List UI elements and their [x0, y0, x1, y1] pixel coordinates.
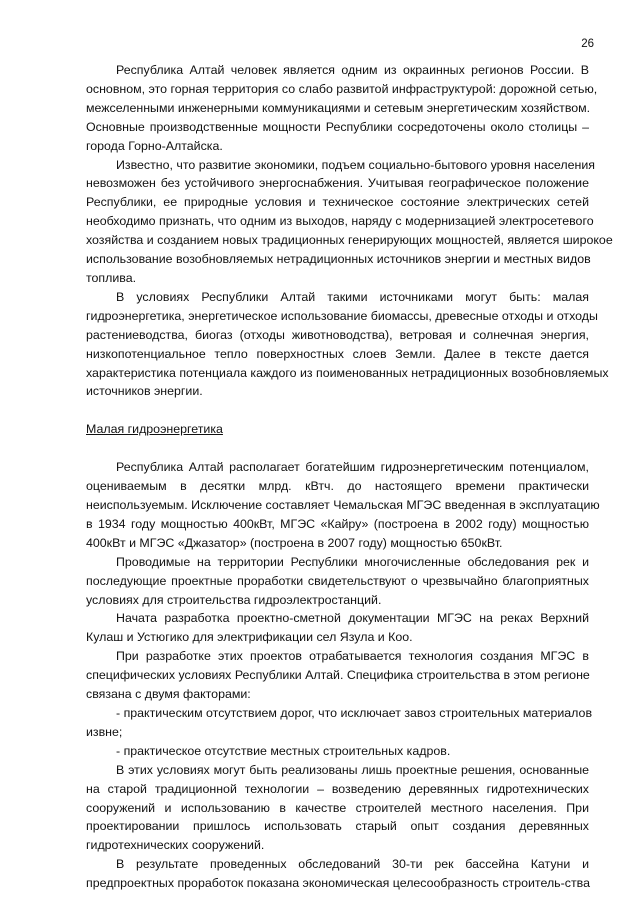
text-line: сооружений и использованию в качестве строителей местного населения. При: [86, 800, 589, 815]
text-line: источников энергии.: [86, 384, 203, 399]
text-line: гидротехнических сооружений.: [86, 838, 265, 853]
text-line: 400кВт и МГЭС «Джазатор» (построена в 2007 году) мощностью 650кВт.: [86, 535, 503, 550]
section-heading: Малая гидроэнергетика: [86, 422, 223, 437]
text-line: оцениваемым в десятки млрд. кВтч. до настоящего времени практически: [86, 479, 589, 494]
text-line: растениеводства, биогаз (отходы животноводства), ветровая и солнечная энергия,: [86, 327, 589, 342]
paragraph: [86, 855, 589, 893]
text-line: проектировании пришлось использовать старый опыт создания деревянных: [86, 819, 589, 834]
text-line: извне;: [86, 724, 123, 739]
text-line: межселенными инженерными коммуникациями и сетевым энергетическим хозяйством.: [86, 100, 591, 115]
paragraph: [86, 288, 609, 401]
text-line: В условиях Республики Алтай такими источниками могут быть: малая: [116, 289, 589, 304]
text-line: В результате проведенных обследований 30-ти рек бассейна Катуни и: [116, 857, 589, 872]
text-line: характеристика потенциала каждого из поименованных нетрадиционных возобновляемых: [86, 365, 609, 380]
paragraph: [86, 458, 600, 553]
text-line: Начата разработка проектно-сметной документации МГЭС на реках Верхний: [116, 611, 589, 626]
text-line: неиспользуемым. Исключение составляет Чемальская МГЭС введенная в эксплуатацию: [86, 498, 600, 513]
text-line: необходимо признать, что одним из выходов, наряду с модернизацией электросетевого: [86, 214, 594, 229]
text-line: невозможен без устойчивого энергоснабжения. Учитывая географическое положение: [86, 176, 589, 191]
text-line: предпроектных проработок показана экономическая целесообразность строитель-ства: [86, 876, 590, 891]
paragraph: [86, 609, 589, 647]
text-line: связана с двумя факторами:: [86, 687, 251, 702]
paragraph: [86, 156, 613, 288]
text-line: использование возобновляемых нетрадиционных источников энергии и местных видов: [86, 252, 591, 267]
text-line: - практическое отсутствие местных строительных кадров.: [116, 743, 451, 758]
paragraph: [86, 742, 589, 761]
text-line: Известно, что развитие экономики, подъем социально-бытового уровня населения: [116, 157, 595, 172]
text-line: - практическим отсутствием дорог, что исключает завоз строительных материалов: [116, 706, 593, 720]
text-line: низкопотенциальное тепло поверхностных слоев Земли. Далее в тексте дается: [86, 346, 589, 361]
text-line: Республика Алтай человек является одним из окраинных регионов России. В: [116, 63, 589, 77]
paragraph: [86, 61, 598, 156]
paragraph: [86, 761, 589, 856]
text-line: Республики, ее природные условия и техническое состояние электрических сетей: [86, 195, 589, 210]
intro-section: [86, 61, 613, 401]
text-line: При разработке этих проектов отрабатывается технология создания МГЭС в: [116, 649, 589, 664]
paragraph: [86, 553, 589, 610]
text-line: условиях для строительства гидроэлектростанций.: [86, 592, 382, 607]
text-line: хозяйства и созданием новых традиционных генерирующих мощностей, является широкое: [86, 233, 613, 248]
paragraph: [86, 647, 589, 704]
text-line: последующие проектные проработки свидетельствуют о чрезвычайно благоприятных: [86, 573, 589, 588]
hydro-section: [86, 458, 600, 893]
text-line: В этих условиях могут быть реализованы лишь проектные решения, основанные: [116, 762, 589, 777]
text-line: гидроэнергетика, энергетическое использование биомассы, древесные отходы и отходы: [86, 308, 598, 323]
text-line: в 1934 году мощностью 400кВт, МГЭС «Кайру» (построена в 2002 году) мощностью: [86, 516, 589, 531]
text-line: Республика Алтай располагает богатейшим гидроэнергетическим потенциалом,: [116, 460, 589, 475]
text-line: топлива.: [86, 270, 137, 285]
text-line: основном, это горная территория со слабо развитой инфраструктурой: дорожной сетью,: [86, 81, 598, 96]
text-line: Кулаш и Устюгико для электрификации сел Язула и Коо.: [86, 630, 413, 645]
text-line: города Горно-Алтайска.: [86, 138, 223, 153]
paragraph: [86, 704, 593, 742]
text-line: Основные производственные мощности Республики сосредоточены около столицы –: [86, 119, 589, 134]
text-line: специфических условиях Республики Алтай. Специфика строительства в этом регионе: [86, 668, 590, 683]
text-line: на старой традиционной технологии – возведению деревянных гидротехнических: [86, 781, 589, 796]
document-body: [86, 61, 613, 893]
text-line: Проводимые на территории Республики многочисленные обследования рек и: [116, 554, 589, 569]
page-number: 26: [581, 38, 594, 50]
